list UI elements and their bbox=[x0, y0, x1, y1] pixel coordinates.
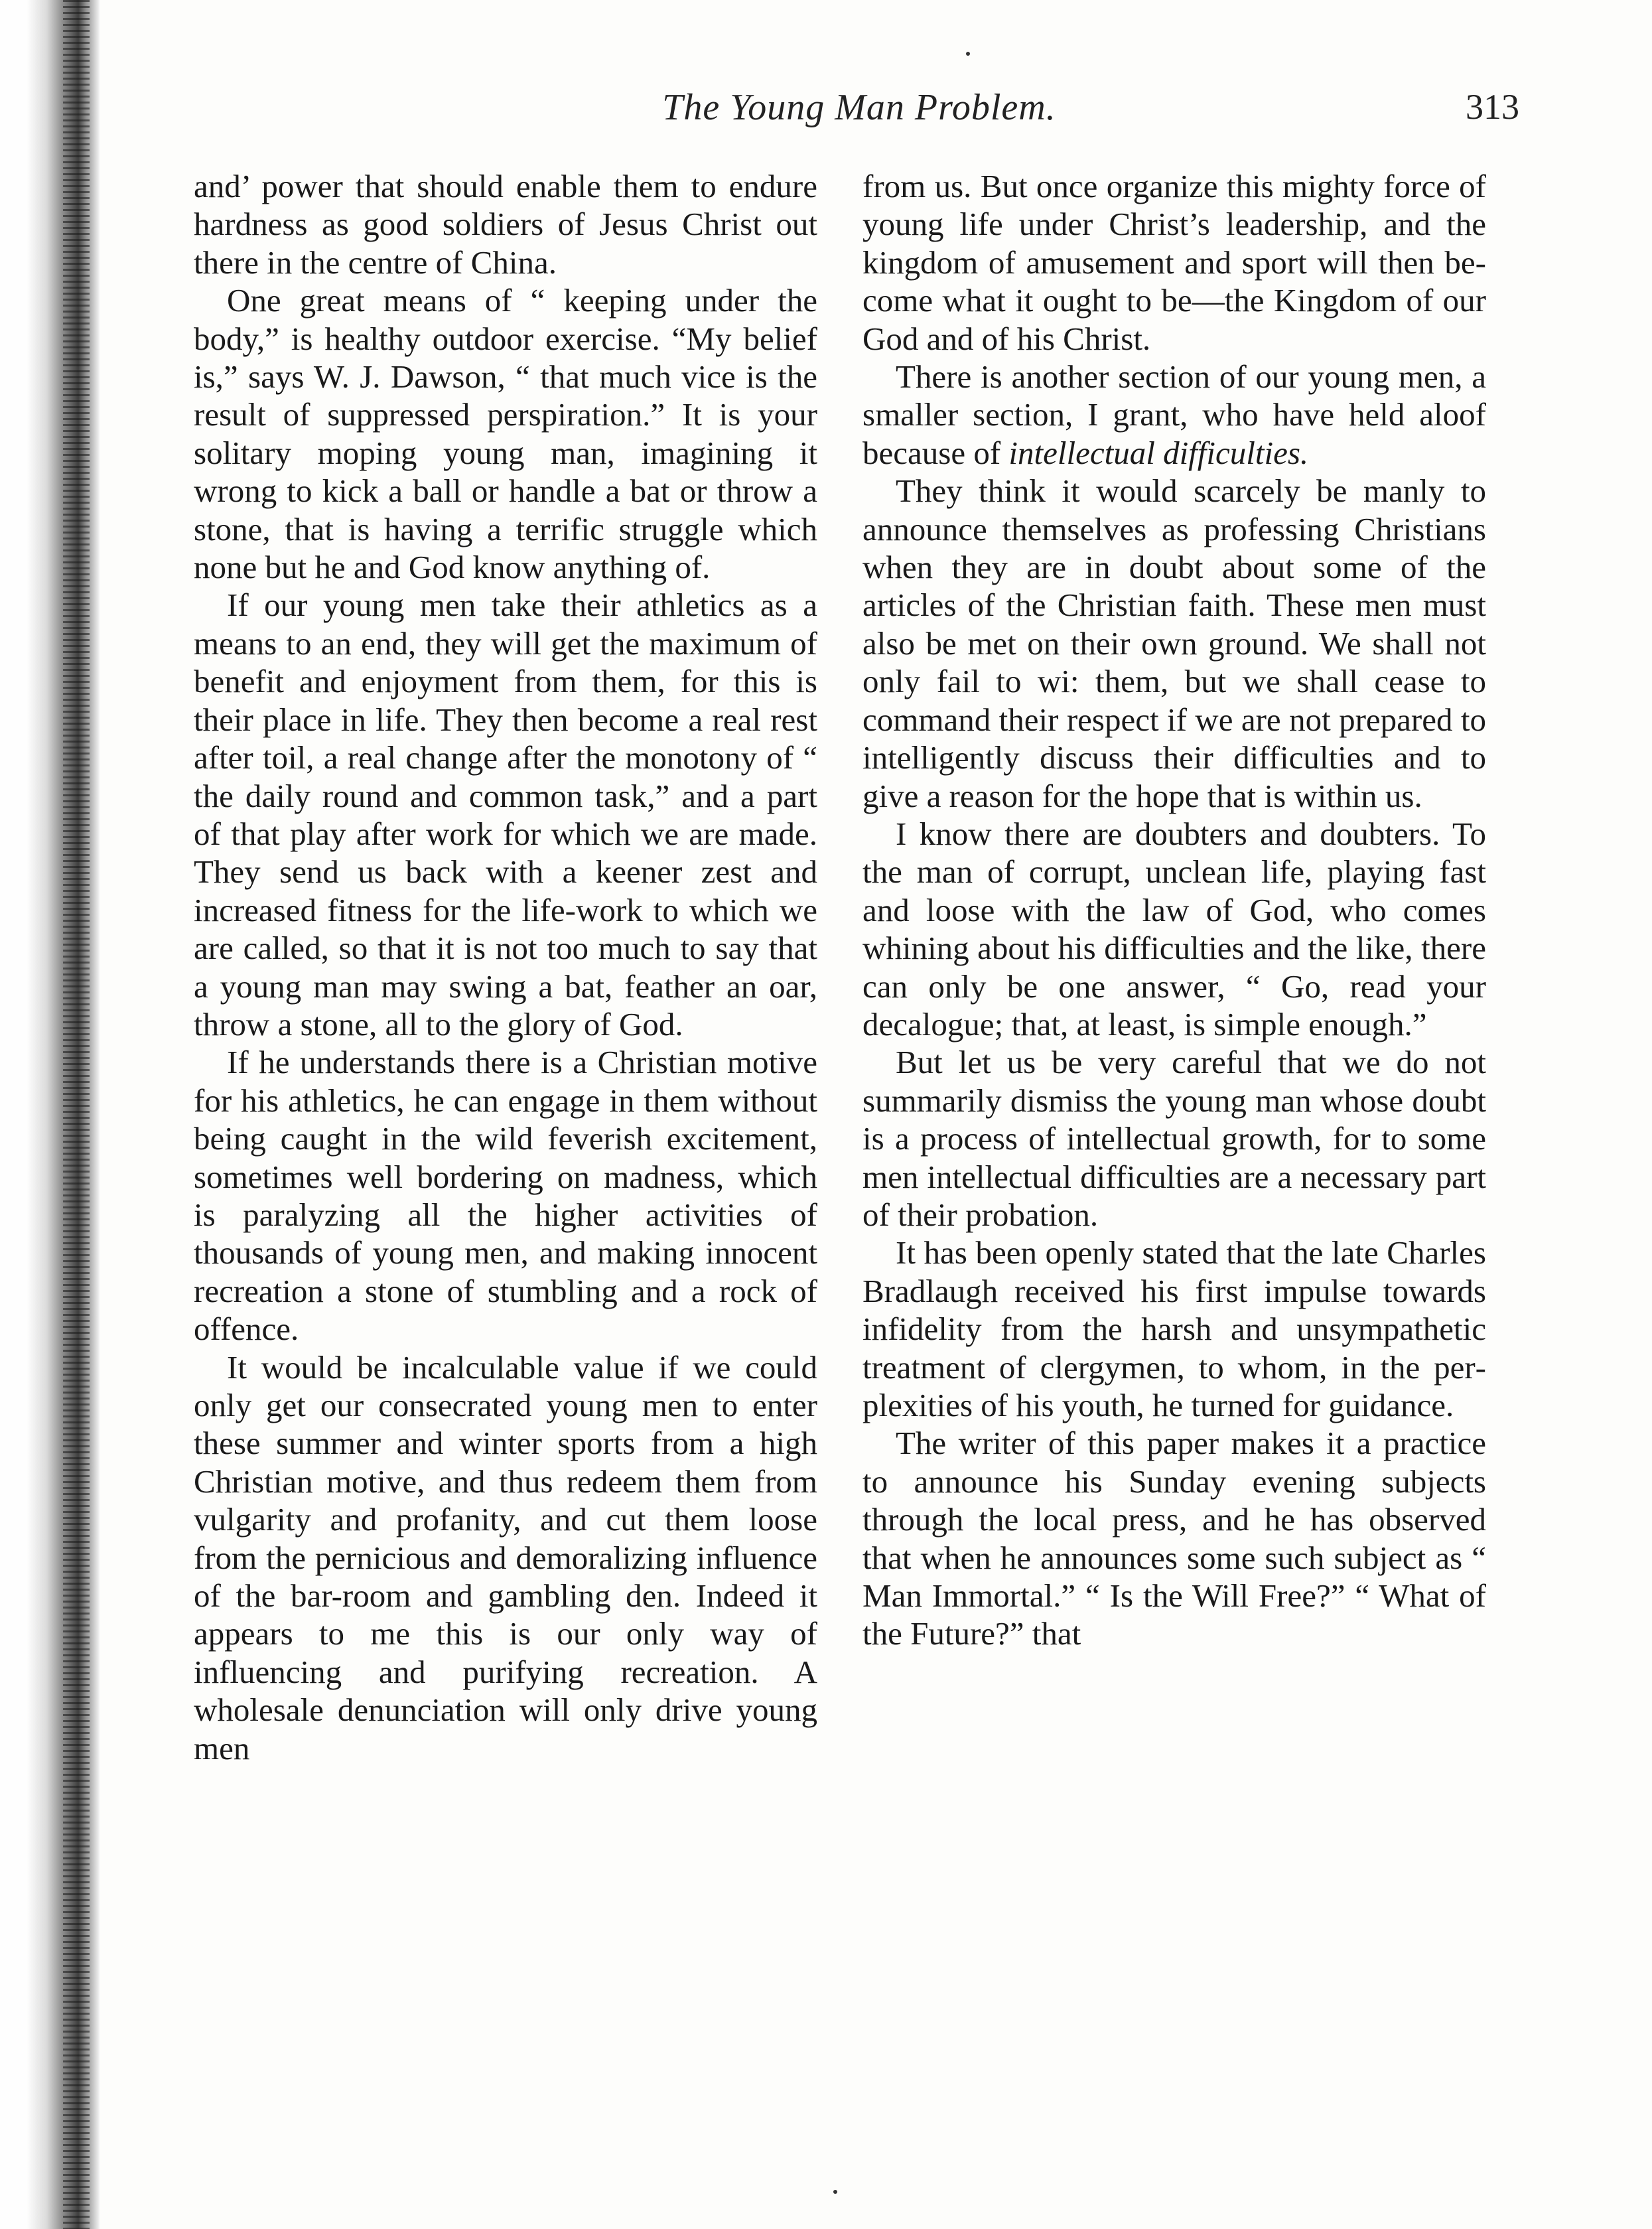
paragraph-text: There is another section of our young men, a smaller section, I grant, who have held aloof because of bbox=[862, 358, 1486, 471]
running-header bbox=[192, 86, 1526, 146]
binding-shadow-texture bbox=[63, 0, 90, 2229]
paragraph: They think it would scarcely be manly to announce themselves as professing Christians when they are in doubt about some of the articles of the Christian faith. These men must also be met on their own ground. We shall not only fail to wi: them, but we shall cease to command their respect if we are not prepared to intelligently discuss their difficulties and to give a reason for the hope that is within us. bbox=[862, 472, 1486, 814]
print-speck bbox=[833, 2190, 837, 2194]
paragraph: If he understands there is a Christian motive for his athletics, he can engage in them without being caught in the wild feverish excitement, sometimes well bordering on madness, which is paralyzing all the higher activities of thousands of young men, and making innocent recreation a stone of stumbling and a rock of offence. bbox=[194, 1044, 817, 1348]
paragraph: I know there are doubters and doubters. To the man of corrupt, unclean life, playing fast and loose with the law of God, who comes whining about his difficulties and the like, there can only be one answer, “ Go, read your decalogue; that, at least, is simple enough.” bbox=[862, 815, 1486, 1043]
print-speck bbox=[966, 52, 970, 56]
running-title: The Young Man Problem. bbox=[662, 87, 1056, 128]
paragraph: and’ power that should enable them to endure hardness as good soldiers of Jesus Christ out there in the centre of China. bbox=[194, 168, 817, 281]
paragraph: from us. But once organize this mighty force of young life under Christ’s leadership, and the kingdom of amusement and sport will then become what it ought to be—the Kingdom of our God and of his Christ. bbox=[862, 168, 1486, 357]
paragraph bbox=[862, 358, 1486, 472]
paragraph: One great means of “ keeping under the body,” is healthy outdoor exercise. “My belief is,” says W. J. Dawson, “ that much vice is the result of suppressed perspiration.” It is your solitary moping young man, imagining it wrong to kick a ball or handle a bat or throw a stone, that is having a terrific struggle which none but he and God know anything of. bbox=[194, 282, 817, 586]
left-column bbox=[194, 167, 817, 1767]
page-binding-edge bbox=[0, 0, 100, 2229]
italic-phrase: intellectual difficulties. bbox=[1008, 434, 1309, 471]
page-number: 313 bbox=[1466, 87, 1519, 127]
paragraph: The writer of this paper makes it a practice to announce his Sunday evening subjects through the local press, and he has observed that when he announces some such subject as “ Man Immortal.” “ Is the Will Free?” “ What of the Future?” that bbox=[862, 1425, 1486, 1652]
paragraph: It has been openly stated that the late Charles Bradlaugh received his first impulse towards infidelity from the harsh and unsympathetic treatment of clergymen, to whom, in the perplexities of his youth, he turned for guidance. bbox=[862, 1234, 1486, 1423]
paragraph: It would be incalculable value if we could only get our consecrated young men to enter these summer and winter sports from a high Christian motive, and thus redeem them from vulgarity and profanity, and cut them loose from the pernicious and demoralizing influence of the bar-room and gambling den. Indeed it appears to me this is our only way of influencing and purifying recreation. A wholesale denunciation will only drive young men bbox=[194, 1348, 817, 1766]
paragraph: If our young men take their athletics as a means to an end, they will get the maximum of benefit and enjoyment from them, for this is their place in life. They then become a real rest after toil, a real change after the monotony of “ the daily round and common task,” and a part of that play after work for which we are made. They send us back with a keener zest and increased fitness for the life-work to which we are called, so that it is not too much to say that a young man may swing a bat, feather an oar, throw a stone, all to the glory of God. bbox=[194, 587, 817, 1043]
paragraph: But let us be very careful that we do not summarily dismiss the young man whose doubt is a process of intellectual growth, for to some men intellectual difficulties are a necessary part of their probation. bbox=[862, 1044, 1486, 1233]
right-column bbox=[862, 167, 1486, 1653]
